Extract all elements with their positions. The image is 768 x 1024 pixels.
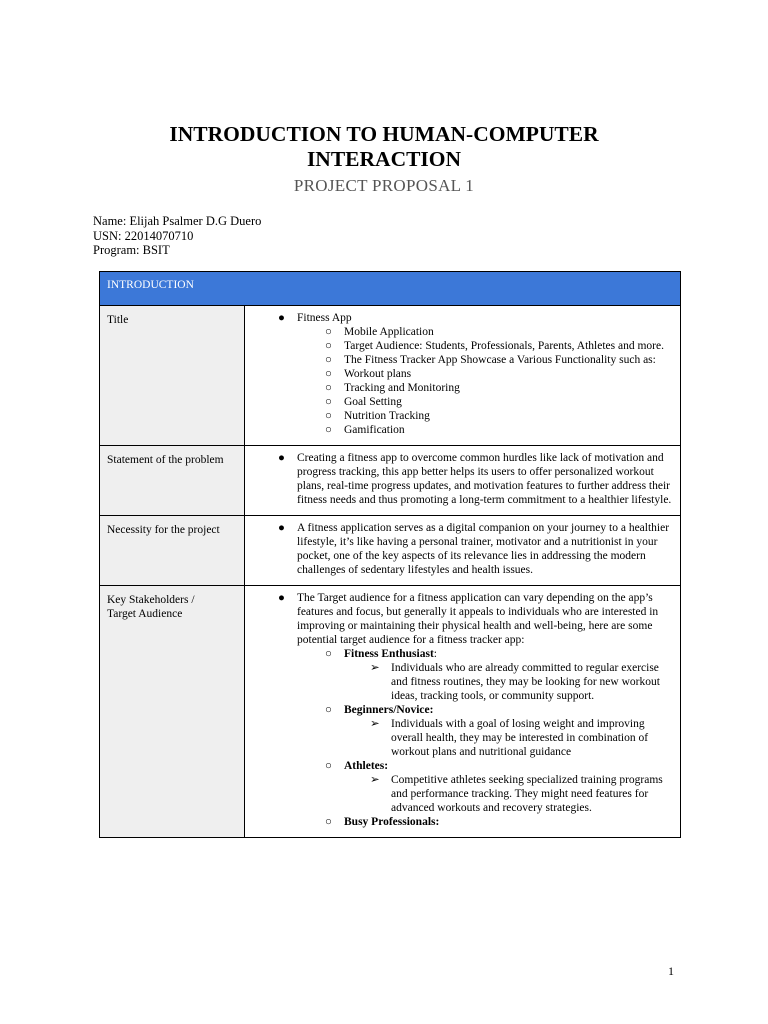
title-line-1: INTRODUCTION TO HUMAN-COMPUTER — [169, 122, 599, 146]
list-item-text: Goal Setting — [344, 396, 402, 408]
list-item-text: Workout plans — [344, 368, 412, 380]
list-item-text: A fitness application serves as a digital companion on your journey to a healthier lifestyle, it’s like having a personal trainer, motivator and a nutritionist in your pocket, one of the key aspects of its relevance lies in addressing the modern challenges of sedentary lifestyles and health issues. — [297, 522, 670, 576]
bullet-circle-icon: ○ — [325, 704, 332, 716]
bullet-circle-icon: ○ — [325, 340, 332, 352]
row-content-title — [245, 306, 681, 446]
list-item — [251, 591, 672, 647]
bullet-list — [251, 591, 672, 829]
table-row — [100, 306, 681, 446]
arrow-bullet-icon: ➢ — [370, 718, 380, 730]
bullet-circle-icon: ○ — [325, 424, 332, 436]
list-item — [251, 311, 672, 325]
list-item-text: Nutrition Tracking — [344, 410, 430, 422]
list-item — [251, 339, 672, 353]
list-item — [251, 451, 672, 507]
bullet-disc-icon: ● — [278, 452, 285, 464]
bullet-list — [251, 451, 672, 507]
row-content-stakeholders — [245, 586, 681, 838]
list-item — [251, 815, 672, 829]
table-row — [100, 516, 681, 586]
bullet-list — [251, 311, 672, 437]
table-header-row — [100, 272, 681, 306]
bullet-circle-icon: ○ — [325, 760, 332, 772]
row-label-stakeholders — [100, 586, 245, 838]
list-item — [251, 395, 672, 409]
table-row — [100, 586, 681, 838]
list-item-text: Fitness App — [297, 312, 352, 324]
student-info — [93, 214, 261, 258]
bullet-circle-icon: ○ — [325, 326, 332, 338]
list-item — [251, 717, 672, 759]
list-item — [251, 661, 672, 703]
table-header: INTRODUCTION — [100, 272, 681, 306]
audience-group-name: Beginners/Novice: — [344, 704, 434, 716]
row-label-line: Target Audience — [107, 608, 183, 620]
document-title — [0, 122, 768, 172]
student-program: Program: BSIT — [93, 243, 170, 257]
list-item-text: Competitive athletes seeking specialized training programs and performance tracking. They might need features for advanced workouts and recovery strategies. — [391, 774, 663, 814]
bullet-circle-icon: ○ — [325, 354, 332, 366]
list-item-text: Tracking and Monitoring — [344, 382, 460, 394]
arrow-bullet-icon: ➢ — [370, 774, 380, 786]
list-item-text: Creating a fitness app to overcome common hurdles like lack of motivation and progress tracking, this app better helps its users to offer personalized workout plans, real-time progress updates, and motivation features to further address their fitness needs and thus promoting a long-term commitment to a healthier lifestyle. — [297, 452, 672, 506]
list-item-text: Individuals who are already committed to regular exercise and fitness routines, they may be looking for new workout ideas, tracking tools, or community support. — [391, 662, 660, 702]
list-item-text: The Target audience for a fitness application can vary depending on the app’s features and focus, but generally it appeals to individuals who are interested in improving or maintaining their physical health and well-being, here are some potential target audience for a fitness tracker app: — [297, 592, 659, 646]
list-item — [251, 647, 672, 661]
bullet-circle-icon: ○ — [325, 816, 332, 828]
list-item-text: Target Audience: Students, Professionals, Parents, Athletes and more. — [344, 340, 664, 352]
table-row — [100, 446, 681, 516]
student-usn: USN: 22014070710 — [93, 228, 194, 243]
list-item — [251, 353, 672, 367]
bullet-circle-icon: ○ — [325, 368, 332, 380]
bullet-circle-icon: ○ — [325, 410, 332, 422]
list-item — [251, 423, 672, 437]
bullet-disc-icon: ● — [278, 592, 285, 604]
list-item — [251, 759, 672, 773]
proposal-table — [99, 271, 681, 838]
document-subtitle: PROJECT PROPOSAL 1 — [293, 176, 475, 195]
row-content-problem — [245, 446, 681, 516]
list-item-text: The Fitness Tracker App Showcase a Various Functionality such as: — [344, 354, 656, 366]
list-item — [251, 703, 672, 717]
bullet-circle-icon: ○ — [325, 382, 332, 394]
page-number: 1 — [668, 964, 674, 978]
audience-group-suffix: : — [433, 648, 437, 660]
audience-group-name: Busy Professionals: — [344, 816, 440, 828]
list-item-text: Mobile Application — [344, 326, 434, 338]
bullet-disc-icon: ● — [278, 522, 285, 534]
row-label-line: Key Stakeholders / — [107, 594, 195, 606]
row-label-title: Title — [100, 306, 245, 446]
bullet-disc-icon: ● — [278, 312, 285, 324]
audience-group-name: Athletes: — [344, 760, 389, 772]
list-item — [251, 381, 672, 395]
list-item — [251, 773, 672, 815]
list-item — [251, 409, 672, 423]
list-item-text: Individuals with a goal of losing weight and improving overall health, they may be interested in combination of workout plans and nutritional guidance — [391, 718, 649, 758]
list-item — [251, 521, 672, 577]
title-line-2: INTERACTION — [306, 147, 462, 171]
list-item — [251, 367, 672, 381]
row-label-problem: Statement of the problem — [100, 446, 245, 516]
list-item — [251, 325, 672, 339]
student-name: Name: Elijah Psalmer D.G Duero — [93, 214, 262, 228]
bullet-circle-icon: ○ — [325, 396, 332, 408]
row-label-necessity: Necessity for the project — [100, 516, 245, 586]
arrow-bullet-icon: ➢ — [370, 662, 380, 674]
bullet-list — [251, 521, 672, 577]
list-item-text: Gamification — [344, 424, 405, 436]
row-content-necessity — [245, 516, 681, 586]
audience-group-name: Fitness Enthusiast — [344, 648, 434, 660]
bullet-circle-icon: ○ — [325, 648, 332, 660]
